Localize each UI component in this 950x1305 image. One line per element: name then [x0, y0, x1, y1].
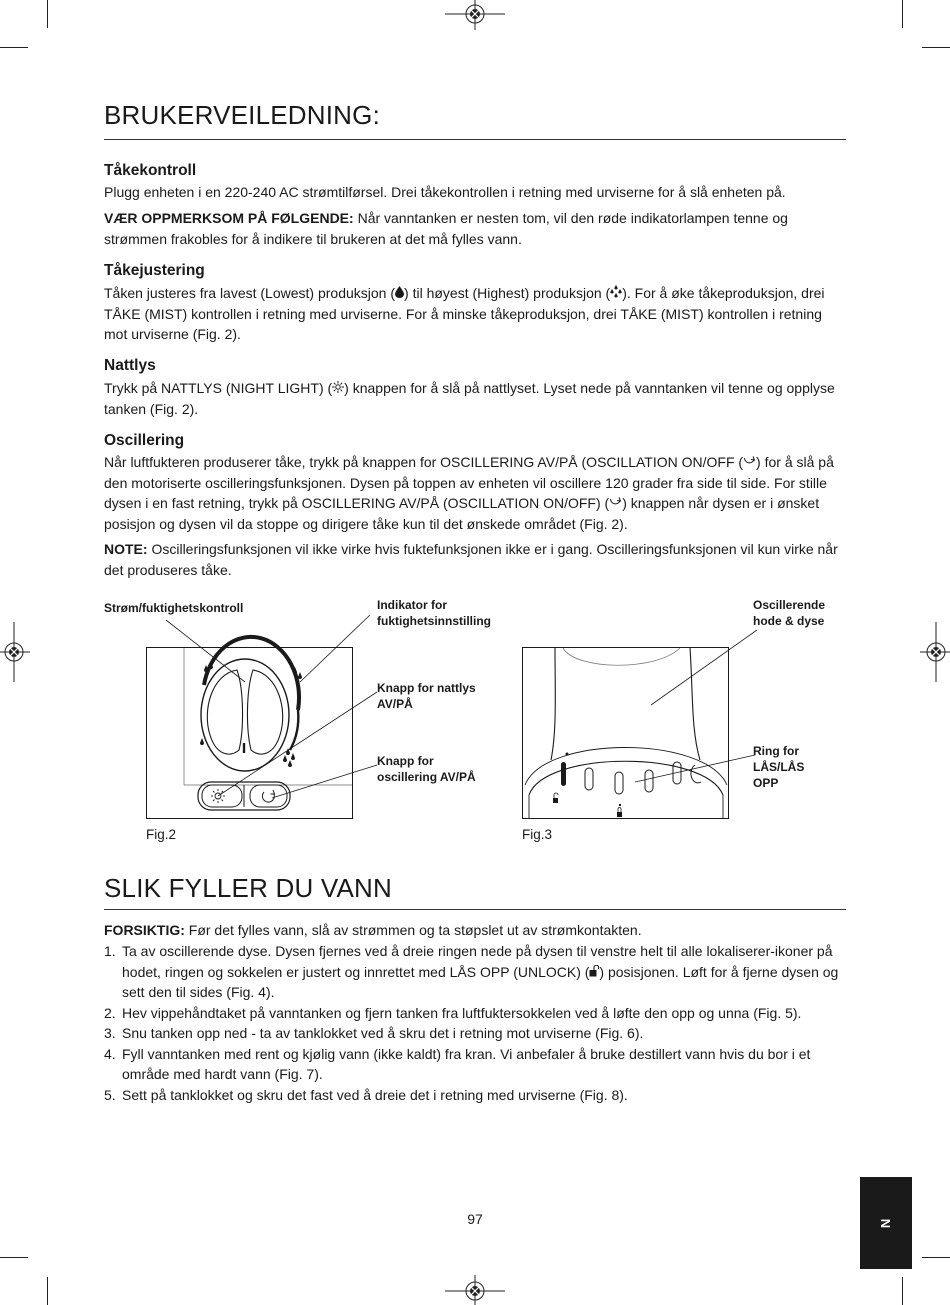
note-label: VÆR OPPMERKSOM PÅ FØLGENDE: [104, 210, 354, 226]
callout-ring-line2: LÅS/LÅS [753, 760, 805, 774]
crop-mark [922, 1257, 950, 1258]
oscillation-note [104, 539, 846, 580]
callout-head-line1: Oscillerende [753, 598, 826, 612]
drop-icon [395, 286, 404, 298]
callout-head-line2: hode & dyse [753, 614, 825, 628]
callout-ring-line1: Ring for [753, 744, 799, 758]
registration-mark-top [445, 0, 505, 30]
mist-control-note [104, 208, 846, 249]
crop-mark [47, 0, 48, 28]
registration-mark-right [920, 622, 950, 682]
unlock-icon [589, 965, 599, 977]
callout-night-light-button [377, 680, 476, 712]
language-tab-label: N [878, 1218, 894, 1228]
callout-indicator-line2: fuktighetsinnstilling [377, 614, 491, 628]
oscillation-arrow-icon [609, 496, 622, 508]
callout-humidity-indicator [377, 597, 491, 629]
callout-power-text: Strøm/fuktighetskontroll [104, 601, 244, 615]
registration-mark-left [0, 622, 30, 682]
night-light-text-b: ) knappen for å slå på nattlyset. Lyset nede på vanntanken vil tenne og opplyse tanken (Fig. 2). [104, 380, 835, 417]
callout-indicator-line1: Indikator for [377, 598, 448, 612]
figure-2-control-panel [140, 610, 380, 822]
section-heading-mist-control: Tåkekontroll [104, 162, 197, 179]
section-heading-night-light: Nattlys [104, 357, 156, 374]
crop-mark [0, 47, 28, 48]
crop-mark [0, 1257, 28, 1258]
note-label: NOTE: [104, 541, 148, 557]
page-title: BRUKERVEILEDNING: [104, 100, 380, 130]
oscillation-text-b: ) for å slå på den motoriserte oscilleringsfunksjonen. Dysen på toppen av enheten vil oscillere 120 grader fra side til side. For stille dysen i en fast retning, trykk på OSCILLERING AV/PÅ (OSCILLATION ON/OFF) ( [104, 454, 834, 511]
note-text: Når vanntanken er nesten tom, vil den røde indikatorlampen tenne og strømmen frakobles for å indikere til brukeren at det må fylles vann. [104, 210, 788, 247]
list-item [104, 1003, 846, 1024]
mist-adjust-text-a: Tåken justeres fra lavest (Lowest) produksjon ( [104, 285, 396, 301]
title-rule [104, 139, 846, 140]
list-item [104, 1023, 846, 1044]
callout-ring-line3: OPP [753, 776, 779, 790]
fill-steps-list [104, 941, 846, 1105]
language-tab [860, 1177, 912, 1269]
oscillation-text-c: ) knappen når dysen er i ønsket posisjon og dysen vil da stoppe og dirigere tåke kun til det ønskede området (Fig. 2). [104, 495, 820, 532]
fill-caution [104, 920, 846, 941]
step-text: Hev vippehåndtaket på vanntanken og fjern tanken fra luftfuktersokkelen ved å løfte den opp og unna (Fig. 5). [122, 1004, 802, 1021]
mist-adjust-text-b: ) til høyest (Highest) produksjon ( [404, 285, 611, 301]
callout-oscillating-head [753, 597, 825, 629]
step-text-cont: ) posisjonen. Løft for å fjerne dysen og sett den til sides (Fig. 4). [122, 963, 839, 1000]
callout-lock-ring [753, 743, 804, 791]
night-light-text-a: Trykk på NATTLYS (NIGHT LIGHT) ( [104, 380, 333, 396]
callout-osc-line2: oscillering AV/PÅ [377, 770, 476, 784]
caution-label: FORSIKTIG: [104, 922, 185, 938]
sun-icon [332, 381, 344, 393]
oscillation-text-a: Når luftfukteren produserer tåke, trykk på knappen for OSCILLERING AV/PÅ (OSCILLATION ON/OFF ( [104, 454, 744, 470]
fill-title-rule [104, 909, 846, 910]
step-text: Snu tanken opp ned - ta av tanklokket ved å skru det i retning mot urviserne (Fig. 6). [122, 1025, 644, 1041]
crop-mark [902, 1277, 903, 1305]
crop-mark [902, 0, 903, 28]
section-heading-oscillation: Oscillering [104, 432, 185, 449]
list-item [104, 1044, 846, 1085]
step-text: Fyll vanntanken med rent og kjølig vann (ikke kaldt) fra kran. Vi anbefaler å bruke destillert vann hvis du bor i et område med hardt vann (Fig. 7). [122, 1045, 811, 1082]
step-number: 4. [104, 1045, 116, 1062]
list-item [104, 1085, 846, 1106]
step-text: Ta av oscillerende dyse. Dysen fjernes ved å dreie ringen nede på dysen til venstre helt til alle lokaliserer-ikoner på hodet, ringen og sokkelen er justert og innrettet med LÅS OPP (UNLOCK) ( [122, 943, 833, 980]
drops-cluster-icon [610, 285, 622, 298]
step-number: 1. [104, 943, 116, 959]
oscillation-arrow-icon [743, 455, 756, 467]
mist-control-text: Plugg enheten i en 220-240 AC strømtilførsel. Drei tåkekontrollen i retning med urviserne for å slå enheten på. [104, 184, 786, 200]
list-item [104, 941, 846, 1003]
step-number: 2. [104, 1004, 116, 1021]
callout-night-line2: AV/PÅ [377, 697, 413, 711]
caution-text: Før det fylles vann, slå av strømmen og ta støpslet ut av strømkontakten. [184, 922, 642, 938]
figure-3-label: Fig.3 [522, 827, 553, 842]
oscillation-text [104, 452, 846, 534]
callout-oscillation-button [377, 753, 476, 785]
callout-osc-line1: Knapp for [377, 754, 434, 768]
step-number: 3. [104, 1025, 116, 1041]
step-text: Sett på tanklokket og skru det fast ved å dreie det i retning med urviserne (Fig. 8). [122, 1086, 628, 1103]
figure-2-label: Fig.2 [146, 827, 177, 842]
mist-adjust-text [104, 283, 846, 345]
note-text: Oscilleringsfunksjonen vil ikke virke hvis fuktefunksjonen ikke er i gang. Oscilleringsfunksjonen vil kun virke når det produseres tåke. [104, 541, 838, 578]
figure-3-nozzle [515, 610, 760, 822]
section-heading-mist-adjust: Tåkejustering [104, 262, 205, 279]
step-number: 5. [104, 1086, 116, 1103]
night-light-text [104, 378, 846, 419]
crop-mark [47, 1277, 48, 1305]
page-number: 97 [467, 1211, 483, 1227]
mist-adjust-text-c: ). For å øke tåkeproduksjon, drei TÅKE (MIST) kontrollen i retning med urviserne. For å minske tåkeproduksjon, drei TÅKE (MIST) kontrollen i retning mot urviserne (Fig. 2). [104, 285, 825, 342]
registration-mark-bottom [445, 1275, 505, 1305]
section-title-fill-water: SLIK FYLLER DU VANN [104, 873, 392, 903]
callout-night-line1: Knapp for nattlys [377, 681, 476, 695]
crop-mark [922, 47, 950, 48]
